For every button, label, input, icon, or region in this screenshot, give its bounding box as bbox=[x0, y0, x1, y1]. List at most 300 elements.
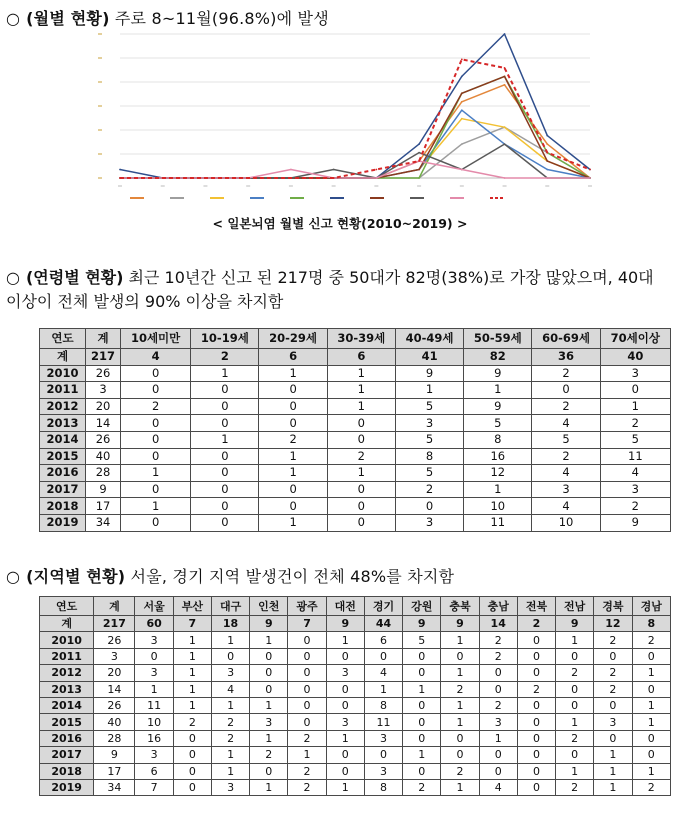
region-table-cell: 0 bbox=[479, 665, 517, 681]
data-point bbox=[546, 160, 548, 162]
age-table-year-cell: 2010 bbox=[40, 365, 86, 382]
region-table-row bbox=[40, 730, 671, 746]
data-point bbox=[375, 177, 377, 179]
region-table-cell: 4 bbox=[364, 665, 402, 681]
region-table-column-header: 경남 bbox=[632, 597, 670, 616]
age-table-cell: 9 bbox=[464, 398, 532, 415]
age-table-cell: 0 bbox=[120, 481, 190, 498]
region-table-cell: 1 bbox=[326, 632, 364, 648]
data-point bbox=[461, 169, 463, 171]
region-table-cell: 3 bbox=[211, 665, 249, 681]
region-table-cell: 1 bbox=[403, 681, 441, 697]
age-table-cell: 12 bbox=[464, 465, 532, 482]
age-table-cell: 0 bbox=[259, 398, 327, 415]
data-point bbox=[546, 143, 548, 145]
region-table-cell: 2 bbox=[441, 681, 479, 697]
region-table-cell: 0 bbox=[326, 763, 364, 779]
region-table-cell: 1 bbox=[594, 763, 632, 779]
age-table-row bbox=[40, 514, 671, 531]
region-table-cell: 0 bbox=[517, 763, 555, 779]
age-table-cell: 0 bbox=[191, 398, 259, 415]
age-table-cell: 82 bbox=[464, 349, 532, 366]
region-table-cell: 1 bbox=[556, 763, 594, 779]
age-table-row bbox=[40, 415, 671, 432]
region-table-cell: 2 bbox=[517, 616, 555, 632]
region-table-cell: 0 bbox=[250, 648, 288, 664]
age-table-cell: 4 bbox=[532, 415, 600, 432]
age-table-cell: 3 bbox=[86, 382, 121, 399]
region-table-cell: 34 bbox=[94, 779, 135, 795]
region-table-cell: 3 bbox=[326, 665, 364, 681]
region-table-column-header: 서울 bbox=[135, 597, 173, 616]
region-table-cell: 2 bbox=[556, 779, 594, 795]
age-table-cell: 5 bbox=[600, 431, 670, 448]
region-table-cell: 1 bbox=[326, 779, 364, 795]
data-point bbox=[546, 135, 548, 137]
age-table-cell: 0 bbox=[191, 382, 259, 399]
region-table-cell: 2 bbox=[173, 714, 211, 730]
age-table-cell: 1 bbox=[259, 365, 327, 382]
region-table-year-cell: 2016 bbox=[40, 730, 94, 746]
region-table-cell: 0 bbox=[364, 747, 402, 763]
data-point bbox=[461, 75, 463, 77]
region-table-cell: 0 bbox=[250, 681, 288, 697]
region-table-cell: 2 bbox=[288, 730, 326, 746]
age-table-cell: 28 bbox=[86, 465, 121, 482]
region-table-cell: 1 bbox=[250, 697, 288, 713]
age-table-column-header: 계 bbox=[86, 329, 121, 349]
age-table-cell: 41 bbox=[395, 349, 463, 366]
data-point bbox=[418, 177, 420, 179]
age-table-cell: 1 bbox=[120, 498, 190, 515]
age-table-cell: 40 bbox=[86, 448, 121, 465]
age-table-cell: 9 bbox=[395, 365, 463, 382]
age-table-cell: 8 bbox=[395, 448, 463, 465]
age-table-cell: 16 bbox=[464, 448, 532, 465]
region-table-cell: 1 bbox=[211, 763, 249, 779]
age-table-column-header: 30-39세 bbox=[327, 329, 395, 349]
data-point bbox=[461, 101, 463, 103]
age-table-column-header: 10세미만 bbox=[120, 329, 190, 349]
age-table-year-cell: 2018 bbox=[40, 498, 86, 515]
data-point bbox=[418, 160, 420, 162]
region-table-cell: 3 bbox=[364, 763, 402, 779]
age-table-year-cell: 계 bbox=[40, 349, 86, 366]
age-table-cell: 20 bbox=[86, 398, 121, 415]
region-table-cell: 0 bbox=[594, 697, 632, 713]
region-table-cell: 1 bbox=[441, 779, 479, 795]
region-table-cell: 2 bbox=[288, 763, 326, 779]
region-table-cell: 1 bbox=[173, 632, 211, 648]
region-table-column-header: 경기 bbox=[364, 597, 402, 616]
age-table-cell: 2 bbox=[600, 498, 670, 515]
age-table-cell: 3 bbox=[600, 365, 670, 382]
age-table-cell: 0 bbox=[259, 498, 327, 515]
region-table-cell: 2 bbox=[479, 632, 517, 648]
region-table-cell: 0 bbox=[288, 648, 326, 664]
region-table-cell: 7 bbox=[173, 616, 211, 632]
region-table-cell: 3 bbox=[250, 714, 288, 730]
region-table-cell: 7 bbox=[135, 779, 173, 795]
age-table-cell: 0 bbox=[120, 382, 190, 399]
age-table-row bbox=[40, 448, 671, 465]
region-table-cell: 2 bbox=[250, 747, 288, 763]
region-table-cell: 1 bbox=[594, 747, 632, 763]
monthly-heading bbox=[6, 6, 329, 29]
region-table-row bbox=[40, 697, 671, 713]
region-table-cell: 9 bbox=[403, 616, 441, 632]
data-point bbox=[418, 169, 420, 171]
series-line-10 bbox=[120, 59, 590, 178]
age-table-cell: 3 bbox=[395, 415, 463, 432]
region-table-cell: 2 bbox=[479, 697, 517, 713]
age-table-cell: 0 bbox=[191, 481, 259, 498]
age-table-cell: 10 bbox=[464, 498, 532, 515]
age-heading-title: (연령별 현황) bbox=[25, 268, 124, 287]
data-point bbox=[461, 143, 463, 145]
age-table-row bbox=[40, 498, 671, 515]
region-table-cell: 4 bbox=[479, 779, 517, 795]
age-table-cell: 0 bbox=[191, 448, 259, 465]
age-table-cell: 0 bbox=[532, 382, 600, 399]
age-table-year-cell: 2017 bbox=[40, 481, 86, 498]
region-table-cell: 0 bbox=[517, 632, 555, 648]
age-table-cell: 6 bbox=[327, 349, 395, 366]
region-table-cell: 1 bbox=[556, 714, 594, 730]
data-point bbox=[119, 169, 121, 171]
age-table-year-cell: 2011 bbox=[40, 382, 86, 399]
age-table-year-cell: 2019 bbox=[40, 514, 86, 531]
age-table-cell: 34 bbox=[86, 514, 121, 531]
age-table-column-header: 60-69세 bbox=[532, 329, 600, 349]
monthly-heading-text: 주로 8~11월(96.8%)에 발생 bbox=[114, 9, 329, 28]
region-table-cell: 2 bbox=[556, 730, 594, 746]
region-table-cell: 0 bbox=[326, 648, 364, 664]
age-table-cell: 9 bbox=[600, 514, 670, 531]
age-table-cell: 4 bbox=[532, 465, 600, 482]
age-table-cell: 5 bbox=[464, 415, 532, 432]
age-table-cell: 1 bbox=[327, 398, 395, 415]
region-table-cell: 0 bbox=[556, 697, 594, 713]
region-table-cell: 3 bbox=[364, 730, 402, 746]
data-point bbox=[119, 177, 121, 179]
region-table-cell: 0 bbox=[403, 648, 441, 664]
region-table-cell: 0 bbox=[403, 697, 441, 713]
region-table-cell: 2 bbox=[594, 632, 632, 648]
region-table-cell: 0 bbox=[632, 681, 670, 697]
region-table-cell: 0 bbox=[250, 665, 288, 681]
region-table-cell: 0 bbox=[479, 747, 517, 763]
region-table-cell: 6 bbox=[364, 632, 402, 648]
region-table-year-cell: 2014 bbox=[40, 697, 94, 713]
age-table-cell: 1 bbox=[464, 481, 532, 498]
region-table-cell: 0 bbox=[135, 648, 173, 664]
data-point bbox=[504, 67, 506, 69]
age-table-cell: 5 bbox=[395, 398, 463, 415]
region-table-cell: 0 bbox=[517, 697, 555, 713]
region-table-cell: 3 bbox=[135, 632, 173, 648]
data-point bbox=[504, 84, 506, 86]
region-table-column-header: 대구 bbox=[211, 597, 249, 616]
series-line-1 bbox=[120, 85, 590, 178]
age-table-cell: 2 bbox=[191, 349, 259, 366]
region-table-cell: 2 bbox=[403, 779, 441, 795]
region-table-cell: 0 bbox=[326, 697, 364, 713]
region-table-cell: 1 bbox=[632, 714, 670, 730]
age-table-cell: 0 bbox=[191, 498, 259, 515]
region-table-cell: 1 bbox=[250, 730, 288, 746]
age-table-cell: 4 bbox=[600, 465, 670, 482]
region-table-cell: 0 bbox=[403, 665, 441, 681]
age-table-row bbox=[40, 365, 671, 382]
region-table-cell: 1 bbox=[479, 730, 517, 746]
region-heading-title: (지역별 현황) bbox=[26, 567, 126, 586]
age-table-year-cell: 2013 bbox=[40, 415, 86, 432]
region-table-cell: 14 bbox=[479, 616, 517, 632]
region-table-cell: 2 bbox=[632, 779, 670, 795]
region-table-cell: 0 bbox=[556, 681, 594, 697]
age-table-cell: 1 bbox=[259, 465, 327, 482]
region-table-year-cell: 2015 bbox=[40, 714, 94, 730]
age-table-cell: 5 bbox=[395, 465, 463, 482]
age-table-row bbox=[40, 398, 671, 415]
data-point bbox=[461, 59, 463, 61]
region-table-cell: 1 bbox=[288, 747, 326, 763]
data-point bbox=[290, 169, 292, 171]
age-table-cell: 26 bbox=[86, 365, 121, 382]
age-table-cell: 2 bbox=[532, 365, 600, 382]
region-table-cell: 0 bbox=[326, 747, 364, 763]
data-point bbox=[375, 169, 377, 171]
region-table-row bbox=[40, 747, 671, 763]
region-table-cell: 2 bbox=[211, 730, 249, 746]
region-table-row bbox=[40, 763, 671, 779]
region-table-row bbox=[40, 779, 671, 795]
age-table-cell: 0 bbox=[120, 514, 190, 531]
age-table-header-row bbox=[40, 329, 671, 349]
age-table-cell: 9 bbox=[464, 365, 532, 382]
age-table-cell: 1 bbox=[327, 365, 395, 382]
region-table-cell: 4 bbox=[211, 681, 249, 697]
region-table-cell: 26 bbox=[94, 632, 135, 648]
region-table-cell: 0 bbox=[594, 648, 632, 664]
region-table-cell: 8 bbox=[632, 616, 670, 632]
region-table-year-cell: 계 bbox=[40, 616, 94, 632]
data-point bbox=[504, 75, 506, 77]
region-table-cell: 0 bbox=[441, 747, 479, 763]
region-table-cell: 1 bbox=[632, 763, 670, 779]
region-table-cell: 0 bbox=[403, 763, 441, 779]
series-line-7 bbox=[120, 76, 590, 178]
region-table-cell: 1 bbox=[250, 779, 288, 795]
region-table-cell: 11 bbox=[135, 697, 173, 713]
age-table-cell: 0 bbox=[120, 448, 190, 465]
region-table-cell: 0 bbox=[326, 681, 364, 697]
series-line-9 bbox=[120, 161, 590, 178]
data-point bbox=[247, 177, 249, 179]
age-table-cell: 0 bbox=[327, 481, 395, 498]
age-table-cell: 1 bbox=[464, 382, 532, 399]
age-table-cell: 2 bbox=[395, 481, 463, 498]
region-table-cell: 9 bbox=[556, 616, 594, 632]
region-table-cell: 9 bbox=[94, 747, 135, 763]
age-table-cell: 36 bbox=[532, 349, 600, 366]
data-point bbox=[461, 118, 463, 120]
series-line-4 bbox=[120, 110, 590, 178]
region-table-column-header: 경북 bbox=[594, 597, 632, 616]
series-line-5 bbox=[120, 76, 590, 178]
data-point bbox=[333, 169, 335, 171]
data-point bbox=[589, 177, 591, 179]
region-table-cell: 0 bbox=[288, 714, 326, 730]
region-table-cell: 1 bbox=[173, 665, 211, 681]
bullet-icon: ○ bbox=[6, 268, 20, 287]
age-table-column-header: 70세이상 bbox=[600, 329, 670, 349]
region-table-cell: 12 bbox=[594, 616, 632, 632]
region-table-cell: 1 bbox=[441, 632, 479, 648]
chart-svg bbox=[90, 28, 610, 208]
age-table-column-header: 10-19세 bbox=[191, 329, 259, 349]
age-table-column-header: 40-49세 bbox=[395, 329, 463, 349]
region-table-cell: 1 bbox=[441, 665, 479, 681]
region-table-row bbox=[40, 616, 671, 632]
data-point bbox=[461, 109, 463, 111]
age-table-cell: 14 bbox=[86, 415, 121, 432]
region-table-cell: 0 bbox=[288, 697, 326, 713]
age-table-cell: 0 bbox=[327, 498, 395, 515]
region-table-cell: 0 bbox=[288, 632, 326, 648]
region-table-cell: 9 bbox=[326, 616, 364, 632]
series-line-3 bbox=[120, 119, 590, 178]
data-point bbox=[546, 169, 548, 171]
region-table-row bbox=[40, 665, 671, 681]
region-table-cell: 1 bbox=[632, 665, 670, 681]
data-point bbox=[504, 143, 506, 145]
region-table-cell: 2 bbox=[479, 648, 517, 664]
region-table-cell: 1 bbox=[632, 697, 670, 713]
region-table-year-cell: 2018 bbox=[40, 763, 94, 779]
age-table bbox=[39, 328, 671, 532]
region-table-year-cell: 2012 bbox=[40, 665, 94, 681]
region-table-cell: 1 bbox=[173, 681, 211, 697]
region-table-cell: 0 bbox=[441, 648, 479, 664]
age-table-cell: 3 bbox=[600, 481, 670, 498]
region-table-cell: 1 bbox=[250, 632, 288, 648]
age-table-column-header: 20-29세 bbox=[259, 329, 327, 349]
region-table-column-header: 강원 bbox=[403, 597, 441, 616]
age-table-cell: 6 bbox=[259, 349, 327, 366]
region-table-cell: 0 bbox=[479, 681, 517, 697]
age-table-cell: 1 bbox=[191, 431, 259, 448]
region-table-cell: 217 bbox=[94, 616, 135, 632]
region-table-cell: 0 bbox=[173, 747, 211, 763]
region-table-cell: 0 bbox=[517, 714, 555, 730]
region-table-column-header: 충남 bbox=[479, 597, 517, 616]
age-table-cell: 40 bbox=[600, 349, 670, 366]
region-table-cell: 0 bbox=[517, 665, 555, 681]
region-table-cell: 0 bbox=[441, 730, 479, 746]
age-table-cell: 0 bbox=[120, 365, 190, 382]
age-table-cell: 1 bbox=[600, 398, 670, 415]
data-point bbox=[546, 152, 548, 154]
region-table-cell: 0 bbox=[288, 681, 326, 697]
age-table-cell: 2 bbox=[532, 398, 600, 415]
region-table-cell: 6 bbox=[135, 763, 173, 779]
region-table-cell: 0 bbox=[211, 648, 249, 664]
region-table-cell: 26 bbox=[94, 697, 135, 713]
age-table-cell: 2 bbox=[532, 448, 600, 465]
region-table-cell: 0 bbox=[632, 730, 670, 746]
region-table-cell: 0 bbox=[517, 747, 555, 763]
region-table-cell: 8 bbox=[364, 779, 402, 795]
region-table-column-header: 충북 bbox=[441, 597, 479, 616]
age-table-cell: 1 bbox=[327, 465, 395, 482]
region-table-cell: 3 bbox=[135, 747, 173, 763]
age-table-cell: 11 bbox=[464, 514, 532, 531]
data-point bbox=[333, 177, 335, 179]
data-point bbox=[205, 177, 207, 179]
region-table-cell: 1 bbox=[441, 697, 479, 713]
region-table-header-row bbox=[40, 597, 671, 616]
region-table-cell: 8 bbox=[364, 697, 402, 713]
region-table-cell: 0 bbox=[594, 730, 632, 746]
age-table-cell: 4 bbox=[120, 349, 190, 366]
region-table-cell: 2 bbox=[441, 763, 479, 779]
region-table-cell: 3 bbox=[135, 665, 173, 681]
region-table-cell: 9 bbox=[441, 616, 479, 632]
region-table-cell: 1 bbox=[173, 648, 211, 664]
region-table-cell: 0 bbox=[364, 648, 402, 664]
region-table-cell: 1 bbox=[211, 632, 249, 648]
age-table-cell: 26 bbox=[86, 431, 121, 448]
age-table-row bbox=[40, 349, 671, 366]
age-table-cell: 217 bbox=[86, 349, 121, 366]
age-heading bbox=[6, 266, 674, 314]
region-heading bbox=[6, 564, 454, 587]
region-table-cell: 0 bbox=[250, 763, 288, 779]
region-table-cell: 1 bbox=[211, 747, 249, 763]
age-table-cell: 2 bbox=[327, 448, 395, 465]
region-table-cell: 17 bbox=[94, 763, 135, 779]
region-table-cell: 40 bbox=[94, 714, 135, 730]
region-table-row bbox=[40, 714, 671, 730]
region-table-cell: 0 bbox=[288, 665, 326, 681]
series-line-8 bbox=[120, 144, 590, 178]
region-table-cell: 2 bbox=[517, 681, 555, 697]
region-table-cell: 7 bbox=[288, 616, 326, 632]
age-table-cell: 1 bbox=[191, 365, 259, 382]
data-point bbox=[504, 177, 506, 179]
region-table-cell: 11 bbox=[364, 714, 402, 730]
bullet-icon: ○ bbox=[6, 9, 21, 28]
region-table-column-header: 부산 bbox=[173, 597, 211, 616]
region-table-cell: 2 bbox=[594, 665, 632, 681]
age-table-cell: 0 bbox=[120, 415, 190, 432]
age-table-cell: 0 bbox=[191, 514, 259, 531]
region-table-column-header: 연도 bbox=[40, 597, 94, 616]
age-table-year-cell: 2015 bbox=[40, 448, 86, 465]
region-table-row bbox=[40, 648, 671, 664]
region-table-cell: 1 bbox=[403, 747, 441, 763]
region-table-column-header: 전북 bbox=[517, 597, 555, 616]
data-point bbox=[418, 143, 420, 145]
age-table-row bbox=[40, 431, 671, 448]
region-table-cell: 3 bbox=[479, 714, 517, 730]
age-table-cell: 1 bbox=[120, 465, 190, 482]
region-table-column-header: 전남 bbox=[556, 597, 594, 616]
age-table-cell: 0 bbox=[600, 382, 670, 399]
region-table-year-cell: 2013 bbox=[40, 681, 94, 697]
